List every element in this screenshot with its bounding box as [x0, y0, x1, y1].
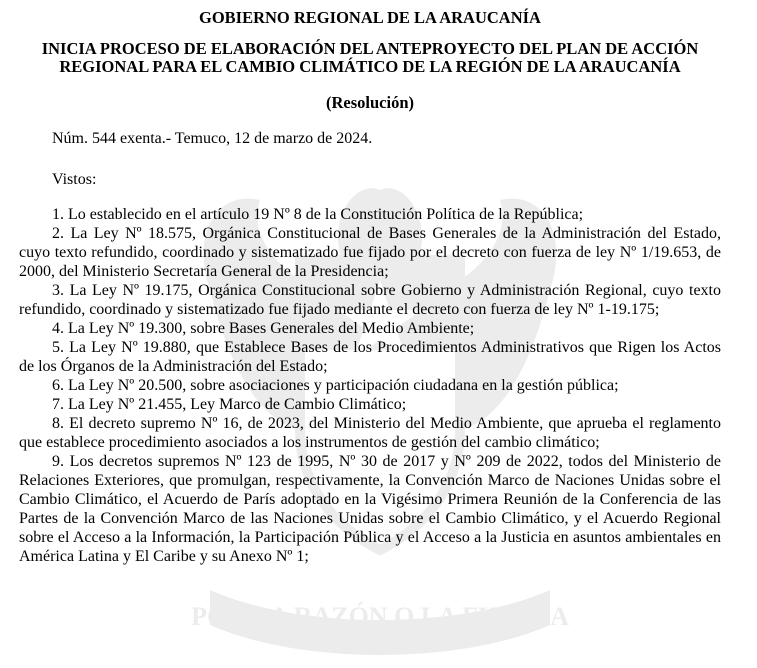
resolution-title: INICIA PROCESO DE ELABORACIÓN DEL ANTEPROYECTO DEL PLAN DE ACCIÓN REGIONAL PARA EL CAMBIO CLIMÁTICO DE LA REGIÓN DE LA ARAUCANÍA [41, 39, 699, 76]
vistos-item: 6. La Ley Nº 20.500, sobre asociaciones y participación ciudadana en la gestión pública; [52, 377, 619, 394]
vistos-item: 9. Los decretos supremos Nº 123 de 1995, Nº 30 de 2017 y Nº 209 de 2022, todos del Ministerio de Relaciones Exteriores, que promulgan, respectivamente, la Convención Marco de Naciones Unidas sobre el Cambio Climático, el Acuerdo de París adoptado en la Vigésimo Primera Reunión de la Conferencia de las Partes de la Convención Marco de las Naciones Unidas sobre el Cambio Climático, y el Acuerdo Regional sobre el Acceso a la Información, la Participación Pública y el Acceso a la Justicia en asuntos ambientales en América Latina y El Caribe y su Anexo Nº 1; [19, 453, 721, 565]
vistos-label: Vistos: [52, 171, 97, 188]
vistos-item: 8. El decreto supremo Nº 16, de 2023, del Ministerio del Medio Ambiente, que aprueba el reglamento que establece procedimiento asociados a los instrumentos de gestión del cambio climático; [19, 415, 721, 451]
resolution-number-date: Núm. 544 exenta.- Temuco, 12 de marzo de 2024. [52, 130, 373, 147]
vistos-item: 4. La Ley Nº 19.300, sobre Bases Generales del Medio Ambiente; [52, 320, 475, 337]
document-type-heading: (Resolución) [326, 93, 414, 112]
watermark-motto: POR LA RAZÓN O LA FUERZA [191, 602, 569, 631]
vistos-item: 3. La Ley Nº 19.175, Orgánica Constitucional sobre Gobierno y Administración Regional, cuyo texto refundido, coordinado y sistematizado fue fijado mediante el decreto con fuerza de ley Nº 1-19.175; [19, 282, 721, 318]
vistos-item: 7. La Ley Nº 21.455, Ley Marco de Cambio Climático; [52, 396, 407, 413]
vistos-item: 1. Lo establecido en el artículo 19 Nº 8 de la Constitución Política de la República; [52, 206, 584, 223]
document-content [19, 8, 721, 566]
organization-heading: GOBIERNO REGIONAL DE LA ARAUCANÍA [199, 8, 541, 27]
vistos-list [19, 205, 721, 566]
vistos-item: 2. La Ley Nº 18.575, Orgánica Constitucional de Bases Generales de la Administración del Estado, cuyo texto refundido, coordinado y sistematizado fue fijado por el decreto con fuerza de ley Nº 1/19.653, de 2000, del Ministerio Secretaría General de la Presidencia; [19, 225, 721, 280]
vistos-item: 5. La Ley Nº 19.880, que Establece Bases de los Procedimientos Administrativos que Rigen los Actos de los Órganos de la Administración del Estado; [19, 339, 721, 375]
